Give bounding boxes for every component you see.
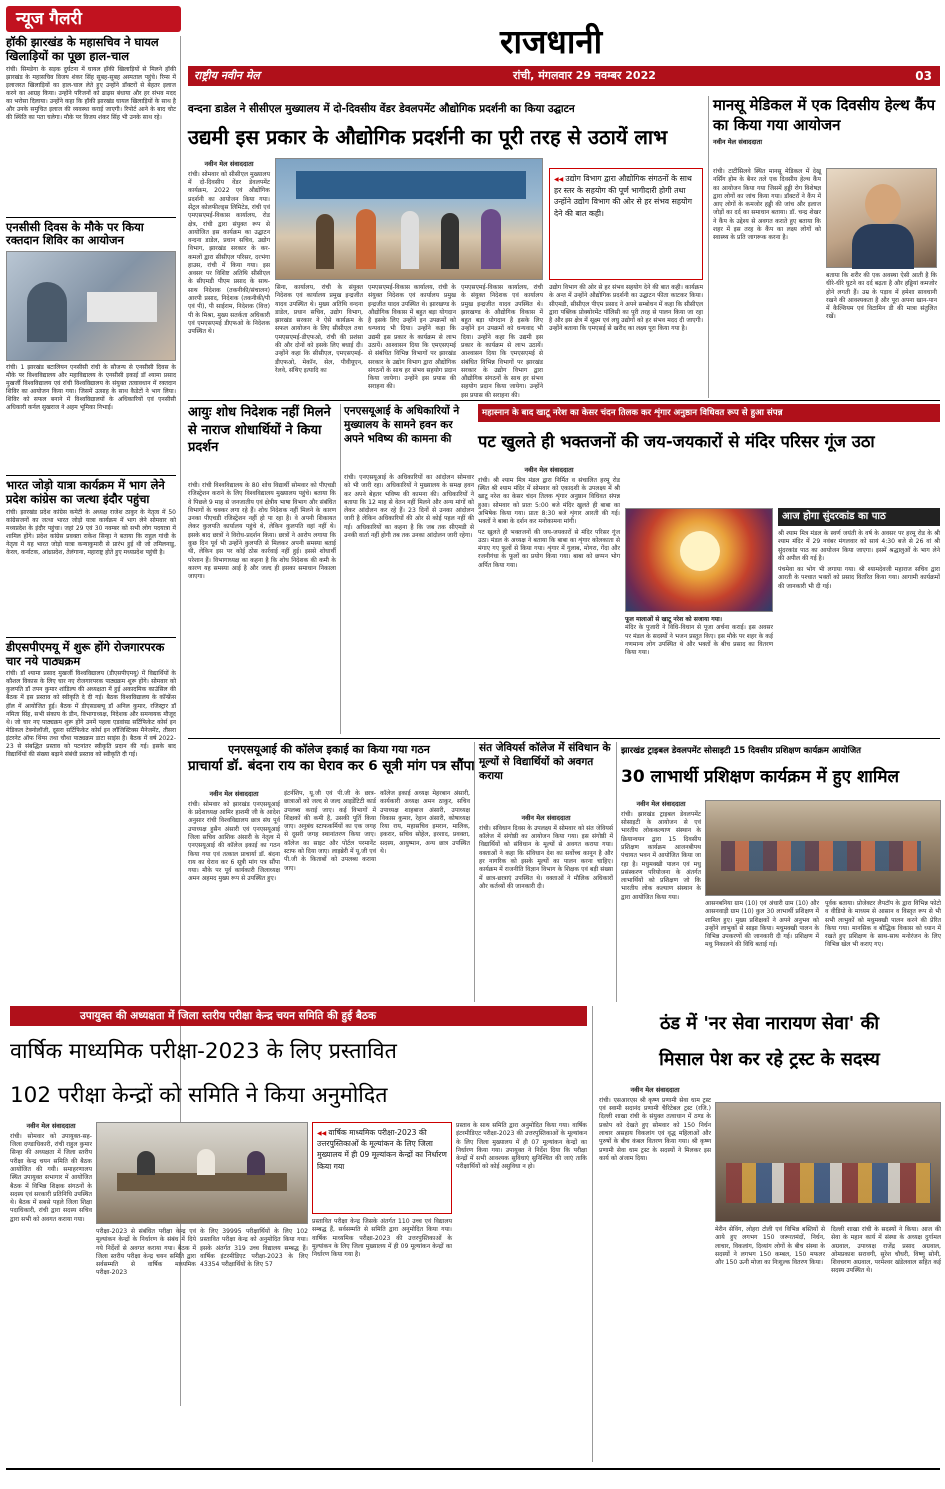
exam-meeting-photo [96,1122,308,1224]
health-camp-photo [826,168,937,268]
ccl-pull-quote: ◀◀ उद्योग विभाग द्वारा औद्योगिक संगठनों के साथ हर स्तर के सहयोग की पूर्ण भागीदारी होगी तथा उन्होंने उद्योग विभाग की ओर से हर संभव सहयोग देने की बात कही। [549,168,703,280]
ccl-col-3: एमएसएमई-विकास कार्यालय, रांची के संयुक्त निदेशक एवं कार्यालय प्रमुख इन्द्रजीत यादव उपस्थित थे। झारखण्ड के औद्योगिक विकास में बहुत बड़ा योगदान है इसके लिए उन्होंने इन उपक्रमों को धन्यवाद भी दिया। उन्होंने कहा कि उद्यमी इस प्रकार के कार्यक्रम से लाभ उठायें। आश्वासन दिया कि एमएसएमई से संबंधित विभिन्न विभागों पर झारखंड सरकार के उद्योग विभाग द्वारा औद्योगिक संगठनों के साथ हर संभव सहयोग प्रदान किया जायेगा। उन्होंने इस प्रयास की सराहना की। [368,284,456,391]
masthead-bar [188,66,940,86]
exam-headline: वार्षिक माध्यमिक परीक्षा-2023 के लिए प्रस्तावित 102 परीक्षा केन्द्रों को समिति ने किया अनुमोदित [10,1039,397,1108]
khatu-kicker: महास्नान के बाद खाटू नरेश का केसर चंदन तिलक कर शृंगार अनुष्ठान विधिवत रूप से हुआ संपन्न [478,404,940,422]
khatu-headline: पट खुलते ही भक्तजनों की जय-जयकारों से मंदिर परिसर गूंज उठा [478,432,875,451]
ccl-col-1: नवीन मेल संवाददाता रांची। सोमवार को सीसीएल मुख्यालय में दो-दिवसीय वेंडर डेवलपमेंट कार्यक्रम, 2022 एवं औद्योगिक प्रदर्शनी का आयोजन किया गया। सेंट्रल कोलफील्ड्स लिमिटेड, रांची एवं एमएसएमई-विकास कार्यालय, रोड क्षेत्र, रांची द्वारा संयुक्त रूप से आयोजित इस कार्यक्रम का उद्घाटन वन्दना डाडेल, प्रधान सचिव, उद्योग विभाग, झारखंड सरकार के कर-कमलों द्वारा सीसीएल परिसर, दरभंगा हाउस, रांची में किया गया। इस अवसर पर विशिष्ट अतिथि सीसीएल के सीएमडी पीएम प्रसाद के साथ-साथ निदेशक (तकनीकी/संचालन) आरपी प्रसाद, निदेशक (तकनीकी/पी एवं पी), पी साईराम, निदेशक (वित्त) पी के मिश्रा, मुख्य सतर्कता अधिकारी एवं एमएसएमई डीएफओ के निदेशक उपस्थित थे। [188,160,270,336]
paper-name: राष्ट्रीय नवीन मेल [194,69,260,82]
exam-col-5: प्रस्ताव के साथ समिति द्वारा अनुमोदित किया गया। वार्षिक इंटरमीडिएट परीक्षा-2023 की उत्तरपुस्तिकाओं के मूल्यांकन के लिए जिला मुख्यालय में ही 07 मूल्यांकन केन्द्रों का निर्धारण किया गया। उपायुक्त ने निर्देश दिया कि परीक्षा केन्द्रों में सभी आवश्यक सुविधाएं सुनिश्चित की जाएं ताकि परीक्षार्थियों को कोई असुविधा न हो। [456,1122,587,1171]
exam-pull-quote: ◀◀ वार्षिक माध्यमिक परीक्षा-2023 की उत्तरपुस्तिकाओं के मूल्यांकन के लिए जिला मुख्यालय में ही 09 मूल्यांकन केन्द्रों का निर्धारण किया गया [312,1122,452,1214]
tribal-story: झारखंड ट्राइबल डेवलपमेंट सोसाइटी 15 दिवसीय प्रशिक्षण कार्यक्रम आयोजित 30 लाभार्थी प्रशिक्षण कार्यक्रम में हुए शामिल नवीन मेल संवाददाता रांची। झारखंड ट्राइबल डेवलपमेंट सोसाइटी के आयोजन से एवं भारतीय लोककल्याण संस्थान के क्रियान्वयन द्वारा 15 दिवसीय प्रशिक्षण कार्यक्रम आजनबीपथ पंचायत भवन में आयोजित किया जा रहा है। मधुमक्खी पालन एवं मधु प्रसंस्करण परियोजना के अंतर्गत लाभार्थियों को प्रशिक्षण जो कि भारतीय लोक कल्याण संस्थान के द्वारा आयोजित किया गया। आसनबनिया ग्राम (10) एवं अंधारी ग्राम (10) और आसनवाड़ी ग्राम (10) कुल 30 लाभार्थी प्रशिक्षण में शामिल हुए। मुख्य प्रशिक्षकों ने अपने अनुभव को उन्होंने लाभुकों से साझा किया। मधुमक्खी पालन के विभिन्न उपकरणों की जानकारी दी गई। प्रशिक्षण में मधु निकालने की विधि बताई गई। पूर्वक बताया। प्रोजेक्टर लैपटॉप के द्वारा विभिन्न फोटो व वीडियो के माध्यम से आसान व विस्तृत रूप से भी सभी लाभुकों को मधुमक्खी पालन करने की प्रेरित किया गया। मानसिक व बौद्धिक विकास को ध्यान में रखते हुए प्रशिक्षण के साथ-साथ मनोरंजन के लिए विभिन्न खेल भी कराए गए। [616,742,940,1002]
ccl-col-2: सिना, कार्यालय, रांची के संयुक्त निदेशक एवं कार्यालय प्रमुख इन्द्रजीत यादव उपस्थित थे। मुख्य अतिथि वन्दना डाडेल, प्रधान सचिव, उद्योग विभाग, झारखंड सरकार ने ऐसे कार्यक्रम के सफल आयोजन के लिए सीसीएल तथा एमएसएमई-डीएफओ, रांची की प्रशंसा की और दोनों को इसके लिए बधाई दी। उन्होंने कहा कि सीसीएल, एमएसएमई-डीएफओ, मेकॉन, सेल, पीवीयूएन, रेलवे, संथिए इत्यादि का [275,284,363,374]
xaviers-story: संत जेवियर्स कॉलेज में संविधान के मूल्यों से विद्यार्थियों को अवगत कराया नवीन मेल संवाददाता रांची। संविधान दिवस के उपलक्ष्य में सोमवार को संत जेवियर्स कॉलेज में संगोष्ठी का आयोजन किया गया। इस संगोष्ठी में विद्यार्थियों को संविधान के मूल्यों से अवगत कराया गया। वक्ताओं ने कहा कि संविधान देश का सर्वोच्च कानून है और हर नागरिक को इसके मूल्यों का पालन करना चाहिए। कार्यक्रम में राजनीति विज्ञान विभाग के शिक्षक एवं बड़ी संख्या में छात्र-छात्राएं उपस्थित थे। वक्ताओं ने मौलिक अधिकारों और कर्तव्यों की जानकारी दी। [474,742,612,1002]
ccl-inauguration-photo [275,158,543,280]
ncc-photo [6,251,176,361]
page-number: 03 [915,69,932,83]
khatu-col-2: फूल मालाओं से खाटू नरेश को सजाया गया। मंदिर के पुजारी ने विधि-विधान से पूजा अर्चना कराई। इस अवसर पर मंडल के सदस्यों ने भजन प्रस्तुत किए। इस मौके पर शहर के कई गणमान्य लोग उपस्थित थे और भक्तों के बीच प्रसाद का वितरण किया गया। [625,616,773,657]
sidebar-story-congress: भारत जोड़ो यात्रा कार्यक्रम में भाग लेने प्रदेश कांग्रेस का जत्था इंदौर पहुंचा रांची। झारखंड प्रदेश कांग्रेस कमेटी के अध्यक्ष राजेश ठाकुर के नेतृत्व में 50 कांग्रेसजनों का जत्था भारत जोड़ो यात्रा कार्यक्रम में भाग लेने सोमवार को मध्यप्रदेश के इंदौर पहुंचा। जहां 29 एवं 30 नवम्बर को सभी लोग पदयात्रा में शामिल होंगे। प्रदेश कांग्रेस प्रवक्ता राकेश सिन्हा ने बताया कि राहुल गांधी के नेतृत्व में यह भारत जोड़ो यात्रा कन्याकुमारी से प्रारंभ हुई थी जो तमिलनाडु, केरल, कर्नाटक, आंध्रप्रदेश, तेलंगाना, महाराष्ट्र होते हुए मध्यप्रदेश पहुंची है। [6,478,176,556]
news-gallery-text: न्यूज गैलरी [16,9,82,29]
ccl-headline: उद्यमी इस प्रकार के औद्योगिक प्रदर्शनी का पूरी तरह से उठायें लाभ [188,125,668,149]
quote-mark-icon: ◀◀ [317,1130,329,1137]
exam-col-2: परीक्षा-2023 से संबंधित परीक्षा केन्द्र एवं मूल्यांकन केन्द्रों के निर्धारण के संबंध में दिये गये निर्देशों से अवगत कराया गया। बैठक में जिला स्तरीय परीक्षा केन्द्र चयन समिति द्वारा सर्वसम्मति से वार्षिक माध्यमिक परीक्षा-2023 [96,1228,196,1277]
exam-kicker: उपायुक्त की अध्यक्षता में जिला स्तरीय परीक्षा केन्द्र चयन समिति की हुई बैठक [10,1006,587,1026]
nsui-official-story: एनएसयूआई के अधिकारियों ने मुख्यालय के सामने हवन कर अपने भविष्य की कामना की रांची। एनएसयूआई के अधिकारियों का आंदोलन सोमवार को भी जारी रहा। अधिकारियों ने मुख्यालय के समक्ष हवन कर अपने बेहतर भविष्य की कामना की। अधिकारियों ने बताया कि 12 माह से वेतन नहीं मिलने और अन्य मांगों को लेकर आंदोलन कर रहे हैं। 23 दिनों से उनका आंदोलन जारी है लेकिन अधिकारियों की ओर से कोई पहल नहीं की गई। अधिकारियों का कहना है कि जब तक सीएमडी से उनकी वार्ता नहीं होगी तब तक उनका आंदोलन जारी रहेगा। [340,404,474,734]
sundarkand-box: आज होगा सुंदरकांड का पाठ श्री श्याम मित्र मंडल के स्वर्ण जयंती के वर्ष के अवसर पर हरमू रोड के श्री श्याम मंदिर में 29 नवंबर मंगलवार को सायं 4:30 बजे से 26 वां श्री सुंदरकांड पाठ का आयोजन किया जाएगा। इसमें श्रद्धालुओं के भाग लेने की अपील की गई है। पंचमेवा का भोग भी लगाया गया। श्री श्यामदेवजी महाराज सचिव द्वारा आरती के पश्चात भक्तों को प्रसाद वितरित किया गया। आगामी कार्यक्रमों की जानकारी भी दी गई। [778,508,940,728]
exam-col-1: नवीन मेल संवाददाता रांची। सोमवार को उपायुक्त-सह-जिला दण्डाधिकारी, रांची राहुल कुमार सिन्हा की अध्यक्षता में जिला स्तरीय परीक्षा केन्द्र चयन समिति की बैठक आयोजित की गयी। समाहरणालय स्थित उपायुक्त सभागार में आयोजित बैठक में विभिन्न शिक्षक संगठनों के सदस्य एवं सरकारी प्रतिनिधि उपस्थित थे। बैठक में सबसे पहले जिला शिक्षा पदाधिकारी, रांची द्वारा सदस्य सचिव द्वारा सभी को अवगत कराया गया। [10,1122,92,1223]
section-title: राजधानी [500,22,603,61]
exam-col-3: के लिए 39995 परीक्षार्थियों के लिए 102 प्रस्तावित परीक्षा केन्द्र को अनुमोदित किया गया। इसके अंतर्गत 319 उच्च विद्यालय सम्बद्ध हैं। वार्षिक इंटरमीडिएट परीक्षा-2023 के लिए 43354 परीक्षार्थियों के लिए 57 [200,1228,308,1269]
nsui-college-story: एनएसयूआई की कॉलेज इकाई का किया गया गठन प्राचार्या डॉ. बंदना राय का घेराव कर 6 सूत्री मांग पत्र सौंपा नवीन मेल संवाददाता रांची। सोमवार को झारखंड एनएसयूआई के प्रदेशाध्यक्ष आमिर हाशमी जी के आदेश अनुसार रांची विश्वविद्यालय छात्र संघ पूर्व उपाध्यक्ष हुसैन अंसारी एवं एनएसयूआई जिला सचिव आशिक अंसारी के नेतृत्व में एनएसयूआई की कॉलेज इकाई का गठन किया गया एवं तत्काल प्राचार्या डॉ. बंदना राय का घेराव कर 6 सूत्री मांग पत्र सौंपा गया। मौके पर पूर्व कार्यकारी जिलाध्यक्ष अमन अहमद मुख्य रूप से उपस्थित हुए। इंटर्नशिप, यू.जी एवं पी.जी के छात्र-छात्राओं को जल्द से जल्द आइडेंटिटी कार्ड उपलब्ध कराई जाए। कई विभागों में शिक्षकों की कमी है, उसकी पूर्ति किया जाए। अनुबंध स्टाफकर्मियों का एक जगह से दूसरी जगह स्थानांतरण किया जाए। कॉलेज का साइट और पोर्टल परमानेंट स्टाफ को दिया जाए। लाइब्रेरी में यू.जी एवं पी.जी के किताबों को उपलब्ध कराया जाए। कॉलेज इकाई अध्यक्ष मेहरबान अंसारी, कार्यकारी अध्यक्ष अमन ठाकुर, सचिव उपाध्यक्ष शाहबाज अंसारी, उपाध्यक्ष विकास कुमार, रेहान अंसारी, कोषाध्यक्ष रिया राय, महासचिव इमरान, मालिक, इकरार, सचिव सोहेल, इरशाद, प्रवक्ता, सदस्य, आयुष्मान, अन्य छात्र उपस्थित थे। [188,743,475,883]
ccl-col-3b: एमएसएमई-विकास कार्यालय, रांची के संयुक्त निदेशक एवं कार्यालय प्रमुख इन्द्रजीत यादव उपस्थित थे। झारखण्ड के औद्योगिक विकास में बहुत बड़ा योगदान है इसके लिए उन्होंने इन उपक्रमों को धन्यवाद भी दिया। उन्होंने कहा कि उद्यमी इस प्रकार के कार्यक्रम से लाभ उठायें। आश्वासन दिया कि एमएसएमई से संबंधित विभिन्न विभागों पर झारखंड सरकार के उद्योग विभाग द्वारा औद्योगिक संगठनों के साथ हर संभव सहयोग प्रदान किया जायेगा। उन्होंने इस प्रयास की सराहना की। [461,284,543,399]
blanket-distribution-photo [715,1102,941,1222]
sidebar-story-hockey: हॉकी झारखंड के महासचिव ने घायल खिलाड़ियों का पूछा हाल-चाल रांची। सिमडेगा के सड़क दुर्घटना में घायल हॉकी खिलाड़ियों से मिलने हॉकी झारखंड के महासचिव विजय शंकर सिंह सुबह-सुबह अस्पताल पहुंचे। रिम्स में इलाजरत खिलाड़ियों का हाल-चाल लेते हुए उन्होंने डॉक्टरों से बेहतर इलाज करने का आग्रह किया। उन्होंने परिजनों को ढाढ़स बंधाया और हर संभव मदद का भरोसा दिलाया। उन्होंने कहा कि हॉकी झारखंड घायल खिलाड़ियों के साथ है और उनके समुचित इलाज की व्यवस्था कराई जाएगी। रिपोर्ट आने के बाद चोट की स्थिति का पता चलेगा। मौके पर विजय शंकर सिंह भी उनके साथ रहे। [6,35,176,121]
sundarkand-head: आज होगा सुंदरकांड का पाठ [782,511,886,522]
tribal-training-photo [705,800,941,896]
ccl-kicker: वन्दना डाडेल ने सीसीएल मुख्यालय में दो-दिवसीय वेंडर डेवलपमेंट औद्योगिक प्रदर्शनी का किया उद्घाटन [188,103,575,115]
sidebar-story-ncc: एनसीसी दिवस के मौके पर किया रक्तदान शिविर का आयोजन रांची। 1 झारखंड बटालियन एनसीसी रांची के सौजन्य से एनसीसी दिवस के मौके पर विश्वविद्यालय और महाविद्यालय के एनसीसी इकाई डॉ श्यामा प्रसाद मुखर्जी विश्वविद्यालय एवं रांची विश्वविद्यालय के संयुक्त तत्वावधान में रक्तदान शिविर का आयोजन किया गया। जिसमें उत्साह के साथ कैडेटों ने भाग लिया। शिविर को सफल बनाने में विश्वविद्यालयों के अधिकारियों एवं एनसीसी अधिकारी कर्नल सुखराज ने अहम भूमिका निभाई। [6,219,176,412]
dateline: रांची, मंगलवार 29 नवम्बर 2022 [513,69,656,82]
khatu-shringar-photo [625,508,773,612]
exam-col-4: प्रस्तावित परीक्षा केन्द्र जिसके अंतर्गत 110 उच्च एवं विद्यालय सम्बद्ध हैं, सर्वसम्मति से समिति द्वारा अनुमोदित किया गया। वार्षिक माध्यमिक परीक्षा-2023 की उत्तरपुस्तिकाओं के मूल्यांकन के लिए जिला मुख्यालय में ही 09 मूल्यांकन केन्द्रों का निर्धारण किया गया है। [312,1218,452,1259]
news-gallery-label [6,6,181,32]
seva-story: ठंड में 'नर सेवा नारायण सेवा' की मिसाल पेश कर रहे ट्रस्ट के सदस्य नवीन मेल संवाददाता रांची। एसआरएस श्री कृष्ण प्रणामी सेवा धाम ट्रस्ट एवं स्वामी सदानंद प्रणामी चैरिटेबल ट्रस्ट (रजि.) दिल्ली शाखा रांची के संयुक्त तत्वाधान में ठण्ड के प्रकोप को देखते हुए सोमवार को 150 निर्धन लाचार असहाय विकलांग एवं वृद्ध महिलाओं और पुरुषों के बीच कंबल वितरण किया गया। श्री कृष्ण प्रणामी सेवा धाम ट्रस्ट के सदस्यों ने मिलकर इस कार्य को अंजाम दिया। मेरीन सेविंग, लोहरा टोली एवं विभिन्न बस्तियों से आये हुए लगभग 150 जरूरतमंदों, निर्धन, लाचार, विकलांग, दिव्यांग लोगों के बीच संस्था के सदस्यों ने लगभग 150 कम्बल, 150 मफलर और 150 ऊनी मोजा का निःशुल्क वितरण किया। दिल्ली शाखा रांची के सदस्यों ने किया। आज की सेवा के महान कार्य में संस्था के अध्यक्ष दुर्गामल अग्रवाल, उपाध्यक्ष राजेंद्र प्रसाद अग्रवाल, ओमप्रकाश सरावगी, सुरेश चौधरी, विष्णु सोनी, शिवचरण अग्रवाल, परमेश्वर खंडेलवाल सहित कई सदस्य उपस्थित थे। [592,1006,940,1462]
ccl-col-4: उद्योग विभाग की ओर से हर संभव सहयोग देने की बात कही। कार्यक्रम के अन्त में उन्होंने औद्योगिक प्रदर्शनी का उद्घाटन फीता काटकर किया। सीएमडी, सीसीएल पीएम प्रसाद ने अपने सम्बोधन में कहा कि सीसीएल द्वारा पब्लिक प्रोक्योरमेंट पॉलिसी का पूरी तरह से पालन किया जा रहा है और इस क्षेत्र में सूक्ष्म एवं लघु उद्योगों को हर संभव मदद दी जाएगी। उन्होंने बताया कि एमएसई से खरीद का लक्ष्य पूरा किया गया है। [549,284,703,333]
khatu-col-1: नवीन मेल संवाददाता रांची। श्री श्याम मित्र मंडल द्वारा निर्मित व संचालित हरमू रोड स्थित श्री श्याम मंदिर में सोमवार को एकादशी के उपलक्ष्य में श्री खाटू नरेश का केसर चंदन तिलक शृंगार अनुष्ठान विधिवत संपन्न हुआ। सोमवार को प्रातः 5:00 बजे मंदिर खुलते ही बाबा का अभिषेक किया गया। प्रातः 8:30 बजे शृंगार आरती की गई। भक्तों ने बाबा के दर्शन कर मनोकामना मांगी। पट खुलते ही भक्तजनों की जय-जयकारों से मंदिर परिसर गूंज उठा। मंडल के अध्यक्ष ने बताया कि बाबा का शृंगार कोलकाता से मंगाए गए फूलों से किया गया। शृंगार में गुलाब, मोगरा, गेंदा और रजनीगंधा के फूलों का प्रयोग किया गया। बाबा को छप्पन भोग अर्पित किया गया। [478,466,620,569]
quote-mark-icon: ◀◀ [554,176,566,183]
sidebar-story-dspmu: डीएसपीएमयू में शुरू होंगे रोजगारपरक चार नये पाठ्यक्रम रांची। डॉ श्यामा प्रसाद मुखर्जी विश्वविद्यालय (डीएसपीएमयू) में विद्यार्थियों के कौशल विकास के लिए चार नए रोजगारपरक पाठ्यक्रम शुरू होंगे। सोमवार को कुलपति डॉ तपन कुमार शांडिल्य की अध्यक्षता में हुई अकादमिक काउंसिल की बैठक में इस प्रस्ताव को स्वीकृति दे दी गई। बैठक विश्वविद्यालय के कॉन्फ्रेंस हॉल में आयोजित हुई। बैठक में डीएसडब्ल्यू डॉ अनिल कुमार, रजिस्ट्रार डॉ नमिता सिंह, सभी संकाय के डीन, विभागाध्यक्ष, निदेशक और समन्वयक मौजूद थे। जो चार नए पाठ्यक्रम शुरू होंगे उनमें पहला एडवांस्ड सर्टिफिकेट कोर्स इन मेडिकल टेक्नोलॉजी, दूसरा सर्टिफिकेट कोर्स इन लॉजिस्टिक्स मैनेजमेंट, तीसरा इंटरनेट ऑफ थिंग्स तथा चौथा पाठ्यक्रम डाटा साइंस है। बैठक में वर्ष 2022-23 से संबद्धित प्रस्ताव को पटनांतर स्वीकृति प्रदान की गई। इसके बाद विद्यार्थियों की संख्या बढ़ाने संबंधी प्रस्ताव को स्वीकृति दी गई। [6,639,176,758]
mansu-story: मानसू मेडिकल में एक दिवसीय हेल्थ कैंप का किया गया आयोजन नवीन मेल संवाददाता रांची। टाटीसिलवे स्थित मानसू मेडिकल में देखू नर्सिंग होम के बैनर तले एक दिवसीय हेल्थ कैंप का आयोजन किया गया जिसमें हड्डी रोग विशेषज्ञ द्वारा लोगों का जांच किया गया। डॉक्टरों ने कैंप में आए लोगों के कमजोर हड्डी की जांच और इलाज जोड़ों का दर्द का समाधान बताया। डॉ. चन्द्र शेखर ने कैंप के उद्देश्य से अवगत कराते हुए बताया कि शहर में इस तरह के कैंप का लक्ष्य लोगों को स्वास्थ्य के प्रति जागरूक करना है। बताया कि शरीर की एक अवस्था ऐसी आती है कि धीरे-धीरे घुटने का दर्द बढ़ता है और हड्डियां कमजोर होने लगती हैं। उम्र के पड़ाव में हमेशा सावधानी रखने की आवश्यकता है और पूरा अपना खान-पान में कैल्शियम एवं विटामिन डी की मात्रा संतुलित रखें। [708,96,940,398]
ayush-story: आयुः शोध निदेशक नहीं मिलने से नाराज शोधार्थियों ने किया प्रदर्शन रांची। रांची विश्वविद्यालय के 80 शोध विद्यार्थी सोमवार को पीएचडी रजिस्ट्रेशन कराने के लिए विश्वविद्यालय मुख्यालय पहुंचे। बताया कि वे पिछले 9 माह से जनजातीय एवं क्षेत्रीय भाषा विभाग और संबंधित विभागों के चक्कर लगा रहे हैं। शोध निदेशक नहीं मिलने के कारण उनका पीएचडी रजिस्ट्रेशन नहीं हो पा रहा है। वे अपनी शिकायत लेकर कुलपति कार्यालय पहुंचे थे, लेकिन कुलपति वहां नहीं थे। इसके बाद छात्रों ने विरोध-प्रदर्शन किया। छात्रों ने आरोप लगाया कि कुछ दिन पूर्व भी उन्होंने कुलपति से मिलकर अपनी समस्या बताई थी, लेकिन इस पर कोई ठोस कार्रवाई नहीं हुई। इससे शोधार्थी परेशान हैं। विभागाध्यक्ष का कहना है कि शोध निदेशक की कमी के कारण यह समस्या आई है और जल्द ही इसका समाधान निकाला जाएगा। [188,405,336,581]
